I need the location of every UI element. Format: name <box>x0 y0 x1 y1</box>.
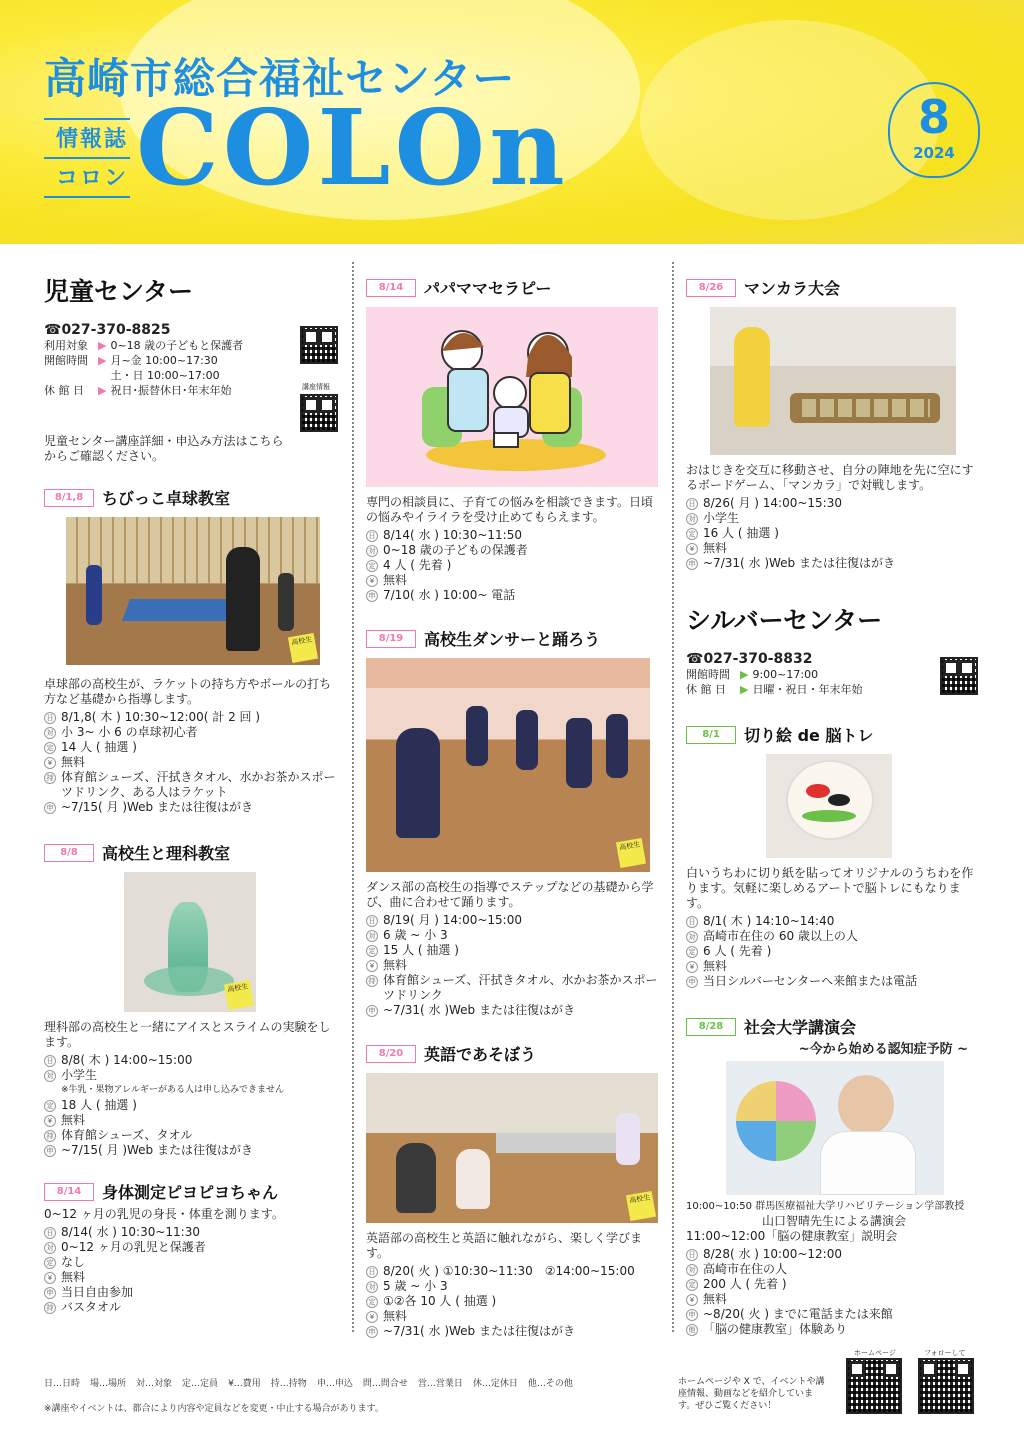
event-info: 日 8/14( 水 ) 10:30~11:50 <box>366 528 658 543</box>
event-info: 日 8/1,8( 木 ) 10:30~12:00( 計 2 回 ) <box>44 710 342 725</box>
event-info: 定 6 人 ( 先着 ) <box>686 944 982 959</box>
issue-month: 8 <box>917 90 950 144</box>
event-description: 0~12 ヶ月の乳児の身長・体重を測ります。 <box>44 1207 284 1221</box>
event-info: 定 14 人 ( 抽選 ) <box>44 740 342 755</box>
event-info: 申 当日シルバーセンターへ来館または電話 <box>686 974 982 989</box>
event-subtitle: ~今から始める認知症予防 ~ <box>798 1042 968 1057</box>
event-info: 持 体育館シューズ、汗拭きタオル、水かお茶かスポーツドリンク、ある人はラケット <box>44 770 342 800</box>
event-info: 日 8/19( 月 ) 14:00~15:00 <box>366 913 658 928</box>
event-info: ¥ 無料 <box>686 541 982 556</box>
phone-number: ☎027-370-8832 <box>686 651 813 667</box>
slime-photo: 高校生 <box>124 872 256 1012</box>
event-info-note: ※牛乳・果物アレルギーがある人は申し込みできません <box>61 1085 284 1095</box>
event-date: 8/20 <box>366 1045 416 1063</box>
mancala-photo <box>710 307 956 455</box>
event-info: 持 バスタオル <box>44 1300 342 1315</box>
event-info: 対 5 歳 ~ 小 3 <box>366 1279 658 1294</box>
event-title: 身体測定ピヨピヨちゃん <box>102 1183 279 1202</box>
event-info: ¥ 無料 <box>44 1270 342 1285</box>
event-info: 日 8/28( 水 ) 10:00~12:00 <box>686 1247 982 1262</box>
section-heading: 児童センター <box>44 272 342 312</box>
info-row: 休 館 日 ▶ 祝日･振替休日･年末年始 <box>44 384 232 397</box>
event-info: 定 ①②各 10 人 ( 抽選 ) <box>366 1294 658 1309</box>
event-description: 白いうちわに切り紙を貼ってオリジナルのうちわを作ります。気軽に楽しめるアートで脳トレにもなります。 <box>686 866 974 910</box>
event-description: おはじきを交互に移動させ、自分の陣地を先に空にするボードゲーム、「マンカラ」で対戦します。 <box>686 463 974 492</box>
event-info: 申 ~8/20( 火 ) までに電話または来館 <box>686 1307 982 1322</box>
qr-code[interactable] <box>300 326 338 364</box>
lecture-line: 10:00~10:50 群馬医療福祉大学リハビリテーション学部教授 <box>686 1201 965 1212</box>
info-row: 休 館 日 ▶ 日曜・祝日・年末年始 <box>686 683 863 696</box>
event-info: ¥ 無料 <box>686 1292 982 1307</box>
event-info: 日 8/1( 木 ) 14:10~14:40 <box>686 914 982 929</box>
ping-pong-photo <box>66 517 320 665</box>
event-description: 英語部の高校生と英語に触れながら、楽しく学びます。 <box>366 1231 643 1260</box>
event-date: 8/26 <box>686 279 736 297</box>
homepage-qr-code[interactable] <box>846 1358 902 1414</box>
event-info: 定 16 人 ( 抽選 ) <box>686 526 982 541</box>
event-date: 8/28 <box>686 1018 736 1036</box>
event-info: 日 8/8( 木 ) 14:00~15:00 <box>44 1053 342 1068</box>
event-info-list <box>686 1247 982 1337</box>
column-silver-center <box>686 260 982 1337</box>
event-info: 申 ~7/31( 水 )Web または往復はがき <box>686 556 982 571</box>
info-row: 利用対象 ▶ 0~18 歳の子どもと保護者 <box>44 339 244 352</box>
info-row: 土・日 10:00~17:00 <box>110 369 220 382</box>
event-info: 対 0~18 歳の子どもの保護者 <box>366 543 658 558</box>
event-info: 申 当日自由参加 <box>44 1285 342 1300</box>
event-date: 8/1 <box>686 726 736 744</box>
event-info: 日 8/14( 水 ) 10:30~11:30 <box>44 1225 342 1240</box>
event-info: 持 体育館シューズ、汗拭きタオル、水かお茶かスポーツドリンク <box>366 973 658 1003</box>
event-info: ¥ 無料 <box>44 755 342 770</box>
event-date: 8/1,8 <box>44 489 94 507</box>
header-banner <box>0 0 1024 244</box>
english-photo: 高校生 <box>366 1073 658 1223</box>
parents-illustration <box>366 307 658 487</box>
intro-text: 児童センター講座詳細・申込み方法はこちらからご確認ください。 <box>44 434 284 463</box>
event-date: 8/14 <box>44 1183 94 1201</box>
event-info: 定 なし <box>44 1255 342 1270</box>
column-events <box>366 260 658 1339</box>
homepage-label: ホームページ <box>854 1349 896 1357</box>
lecture-line: 山口智晴先生による講演会 <box>761 1214 906 1228</box>
event-info: ¥ 無料 <box>366 1309 658 1324</box>
event-date: 8/19 <box>366 630 416 648</box>
sns-text: ホームページや X で、イベントや講座情報、動画などを紹介しています。ぜひご覧ください！ <box>678 1377 825 1411</box>
event-title: 高校生ダンサーと踊ろう <box>424 630 601 649</box>
lecturer-photo <box>726 1061 944 1195</box>
event-title: 切り絵 de 脳トレ <box>744 726 874 745</box>
header-subtitle: 情報誌 コロン <box>44 118 130 198</box>
event-info: 定 4 人 ( 先着 ) <box>366 558 658 573</box>
event-info-list <box>366 1264 658 1339</box>
phone-number: ☎027-370-8825 <box>44 322 171 338</box>
event-info: 申 7/10( 水 ) 10:00~ 電話 <box>366 588 658 603</box>
follow-label: フォローして <box>924 1349 966 1357</box>
event-info: ¥ 無料 <box>44 1113 342 1128</box>
qr-code[interactable] <box>300 394 338 432</box>
qr-code[interactable] <box>940 657 978 695</box>
event-date: 8/8 <box>44 844 94 862</box>
event-description: 理科部の高校生と一緒にアイスとスライムの実験をします。 <box>44 1020 331 1049</box>
event-info-list <box>686 914 982 989</box>
event-info: ¥ 無料 <box>366 958 658 973</box>
event-info: ¥ 無料 <box>366 573 658 588</box>
info-row: 開館時間 ▶ 9:00~17:00 <box>686 668 819 681</box>
event-description: 専門の相談員に、子育ての悩みを相談できます。日頃の悩みやイライラを受け止めてもらえます。 <box>366 495 654 524</box>
column-divider <box>672 262 674 1332</box>
event-title: パパママセラピー <box>424 279 552 298</box>
issue-year: 2024 <box>913 144 955 162</box>
dance-photo: 高校生 <box>366 658 650 872</box>
event-title: ちびっこ卓球教室 <box>102 489 231 508</box>
event-info: 定 18 人 ( 抽選 ) <box>44 1098 342 1113</box>
lecture-line: 11:00~12:00「脳の健康教室」説明会 <box>686 1229 898 1243</box>
uchiwa-photo <box>766 754 892 858</box>
event-info: 日 8/20( 火 ) ①10:30~11:30 ②14:00~15:00 <box>366 1264 658 1279</box>
event-description: 卓球部の高校生が、ラケットの持ち方やボールの打ち方など基礎から指導します。 <box>44 677 332 706</box>
event-title: 高校生と理科教室 <box>102 844 231 863</box>
event-info: 対 0~12 ヶ月の乳児と保護者 <box>44 1240 342 1255</box>
event-info: 持 体育館シューズ、タオル <box>44 1128 342 1143</box>
event-description: ダンス部の高校生の指導でステップなどの基礎から学び、曲に合わせて踊ります。 <box>366 880 654 909</box>
event-info: 対 高崎市在住の 60 歳以上の人 <box>686 929 982 944</box>
event-info: ¥ 無料 <box>686 959 982 974</box>
footer-note: ※講座やイベントは、都合により内容や定員などを変更・中止する場合があります。 <box>44 1404 384 1414</box>
footer-legend: 日…日時 場…場所 対…対象 定…定員 ¥…費用 持…持物 申…申込 問…問合せ 営…営業日 休…定休日 他…その他 ※講座やイベントは、都合により内容や定員などを変更・中止する場合があります。 <box>44 1379 573 1414</box>
event-date: 8/14 <box>366 279 416 297</box>
qr-label: 講座情報 <box>302 383 330 391</box>
event-info: 対 高崎市在住の人 <box>686 1262 982 1277</box>
issue-badge <box>888 82 980 178</box>
event-info-list <box>366 528 658 603</box>
high-school-badge: 高校生 <box>288 633 318 663</box>
event-info: 申 ~7/15( 月 )Web または往復はがき <box>44 1143 342 1158</box>
colon-logo: COLOn <box>136 86 569 209</box>
event-title: マンカラ大会 <box>744 279 841 298</box>
event-info-list <box>44 1053 342 1158</box>
event-info: 他 「脳の健康教室」体験あり <box>686 1322 982 1337</box>
column-divider <box>352 262 354 1332</box>
event-info: 対 6 歳 ~ 小 3 <box>366 928 658 943</box>
x-qr-code[interactable] <box>918 1358 974 1414</box>
event-info: 対 小 3~ 小 6 の卓球初心者 <box>44 725 342 740</box>
event-title: 英語であそぼう <box>424 1045 537 1064</box>
event-info-list <box>44 1225 342 1315</box>
event-info-list <box>686 496 982 571</box>
event-info: 申 ~7/31( 水 )Web または往復はがき <box>366 1324 658 1339</box>
event-info: 日 8/26( 月 ) 14:00~15:30 <box>686 496 982 511</box>
event-info-list <box>44 710 342 815</box>
event-info-list <box>366 913 658 1018</box>
info-row: 開館時間 ▶ 月~金 10:00~17:30 <box>44 354 218 367</box>
event-info: 対 小学生 <box>44 1068 342 1083</box>
event-info: 申 ~7/15( 月 )Web または往復はがき <box>44 800 342 815</box>
event-info: 対 小学生 <box>686 511 982 526</box>
event-info: 定 200 人 ( 先着 ) <box>686 1277 982 1292</box>
column-children-center <box>44 260 342 1315</box>
header-title: 高崎市総合福祉センター <box>44 54 516 103</box>
section-heading: シルバーセンター <box>686 601 982 641</box>
event-info: 定 15 人 ( 抽選 ) <box>366 943 658 958</box>
event-title: 社会大学講演会 <box>744 1018 857 1037</box>
event-info: 申 ~7/31( 水 )Web または往復はがき <box>366 1003 658 1018</box>
